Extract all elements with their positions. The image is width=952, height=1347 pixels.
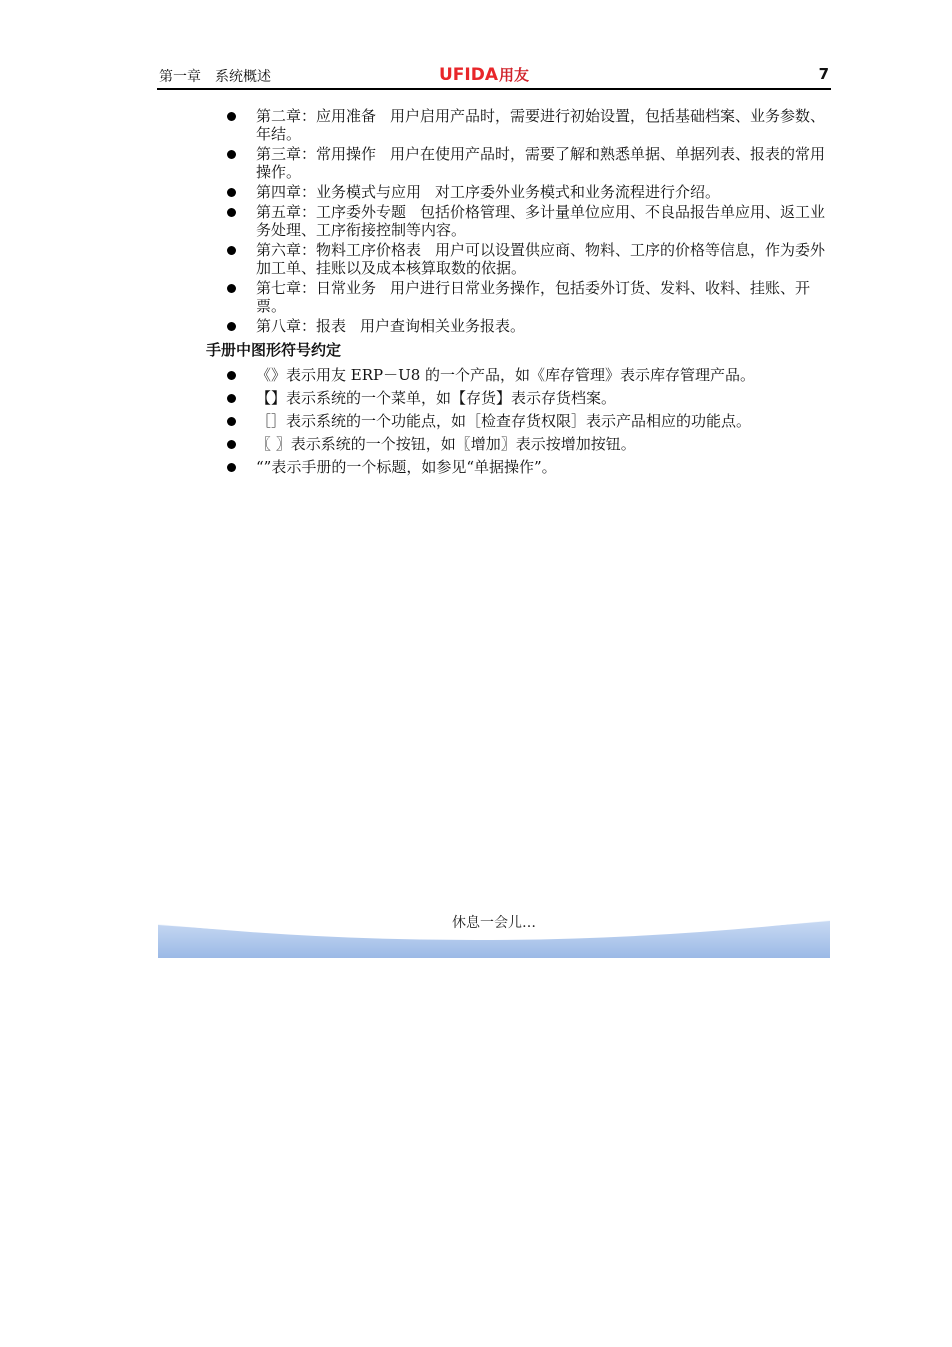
page-content: [0, 107, 952, 481]
ufida-logo: [439, 64, 529, 85]
chapter-item-title: 第二章：应用准备: [256, 107, 377, 125]
bullet-icon: [227, 246, 236, 255]
symbol-item-text: ［］表示系统的一个功能点，如［检查存货权限］表示产品相应的功能点。: [256, 412, 752, 430]
page-header: [157, 64, 831, 90]
chapter-item-desc: 用户在使用产品时，需要了解和熟悉单据、单据列表、报表的常用操作。: [256, 145, 826, 181]
chapter-item-title: 第五章：工序委外专题: [256, 203, 407, 221]
symbol-item-text: 〖 〗表示系统的一个按钮，如〖增加〗表示按增加按钮。: [256, 435, 636, 453]
list-item: [0, 183, 830, 201]
chapter-item-desc: 包括价格管理、多计量单位应用、不良品报告单应用、返工业务处理、工序衔接控制等内容。: [256, 203, 826, 239]
list-item: [0, 203, 830, 239]
list-item: [0, 317, 830, 335]
chapter-item-desc: 用户可以设置供应商、物料、工序的价格等信息，作为委外加工单、挂账以及成本核算取数的依据。: [256, 241, 826, 277]
logo-chinese: 用友: [499, 66, 530, 84]
chapter-item-desc: 用户启用产品时，需要进行初始设置，包括基础档案、业务参数、年结。: [256, 107, 826, 143]
list-item: [0, 389, 830, 407]
chapter-title: 第一章 系统概述: [159, 69, 271, 85]
bullet-icon: [227, 112, 236, 121]
bullet-icon: [227, 394, 236, 403]
symbol-item-text: 《》表示用友 ERP－U8 的一个产品，如《库存管理》表示库存管理产品。: [256, 366, 756, 384]
bullet-icon: [227, 440, 236, 449]
bullet-icon: [227, 284, 236, 293]
list-item: [0, 366, 830, 384]
list-item: [0, 435, 830, 453]
list-item: [0, 145, 830, 181]
bullet-icon: [227, 371, 236, 380]
page-number: 7: [818, 65, 829, 83]
symbols-heading: 手册中图形符号约定: [206, 341, 342, 359]
page-footer: [158, 900, 830, 958]
list-item: [0, 458, 830, 476]
symbol-item-text: “”表示手册的一个标题，如参见“单据操作”。: [256, 458, 557, 476]
chapter-item-desc: 对工序委外业务模式和业务流程进行介绍。: [435, 183, 721, 201]
symbol-list: [0, 366, 952, 476]
chapter-item-title: 第七章：日常业务: [256, 279, 377, 297]
list-item: [0, 279, 830, 315]
bullet-icon: [227, 188, 236, 197]
list-item: [0, 412, 830, 430]
bullet-icon: [227, 417, 236, 426]
list-item: [0, 241, 830, 277]
list-item: [0, 107, 830, 143]
chapter-item-desc: 用户进行日常业务操作，包括委外订货、发料、收料、挂账、开票。: [256, 279, 811, 315]
footer-text: 休息一会儿…: [452, 915, 536, 931]
chapter-item-title: 第八章：报表: [256, 317, 347, 335]
bullet-icon: [227, 150, 236, 159]
chapter-item-title: 第三章：常用操作: [256, 145, 377, 163]
chapter-item-desc: 用户查询相关业务报表。: [360, 317, 526, 335]
chapter-list: [0, 107, 952, 335]
logo-latin: UFIDA: [439, 65, 499, 85]
chapter-item-title: 第六章：物料工序价格表: [256, 241, 422, 259]
bullet-icon: [227, 208, 236, 217]
symbol-item-text: 【】表示系统的一个菜单，如【存货】表示存货档案。: [256, 389, 617, 407]
chapter-item-title: 第四章：业务模式与应用: [256, 183, 422, 201]
bullet-icon: [227, 463, 236, 472]
bullet-icon: [227, 322, 236, 331]
